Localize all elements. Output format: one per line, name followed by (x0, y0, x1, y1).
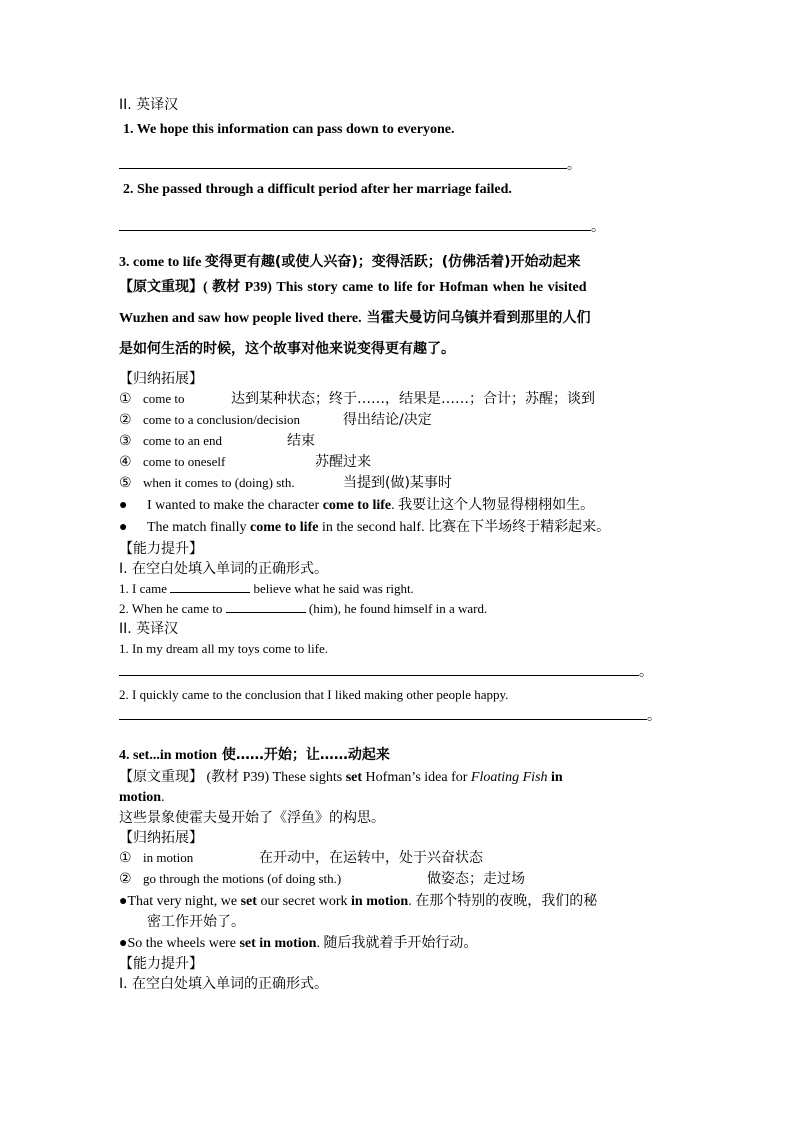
answer-line: 。 (119, 661, 679, 683)
source-translation: 是如何生活的时候，这个故事对他来说变得更有趣了。 (119, 341, 455, 357)
expand-item: ① come to 达到某种状态；终于……，结果是……；合计；苏醒；谈到 (119, 391, 595, 407)
expand-list (119, 848, 679, 890)
fill-heading: I. 在空白处填入单词的正确形式。 (119, 976, 329, 992)
example-sentence: ● The match finally come to life in the second half. 比赛在下半场终于精彩起来。 (119, 519, 611, 535)
answer-blank[interactable] (119, 705, 647, 720)
section-title: 4. set...in motion 使……开始；让……动起来 (119, 747, 390, 763)
translation-item: 1. In my dream all my toys come to life. (119, 641, 329, 656)
translation-item: 2. She passed through a difficult period after her marriage failed. (123, 182, 512, 197)
answer-blank[interactable] (119, 661, 639, 676)
fill-blank[interactable] (170, 580, 250, 593)
translation-heading: II. 英译汉 (119, 621, 179, 637)
answer-line: 。 (119, 154, 679, 176)
expand-list (119, 389, 679, 494)
answer-line: 。 (119, 705, 679, 727)
fill-item: 2. When he came to (him), he found himself in a ward. (119, 601, 488, 616)
fill-item: 1. I came believe what he said was right. (119, 581, 414, 596)
section-title: 3. come to life 变得更有趣(或使人兴奋)；变得活跃；(仿佛活着)开始动起来 (119, 254, 581, 270)
source-text: 【原文重现】 (教材 P39) These sights set Hofman’s idea for Floating Fish in (119, 769, 563, 785)
example-sentence: ● I wanted to make the character come to life. 我要让这个人物显得栩栩如生。 (119, 497, 595, 513)
translation-item: 2. I quickly came to the conclusion that I liked making other people happy. (119, 687, 509, 702)
source-translation: 这些景象使霍夫曼开始了《浮鱼》的构思。 (119, 810, 385, 826)
expand-item: ⑤ when it comes to (doing) sth. 当提到(做)某事时 (119, 475, 452, 491)
expand-item: ① in motion 在开动中，在运转中，处于兴奋状态 (119, 850, 483, 866)
fill-heading: I. 在空白处填入单词的正确形式。 (119, 561, 329, 577)
source-text: motion. (119, 790, 165, 805)
expand-label: 【归纳拓展】 (119, 371, 203, 387)
expand-item: ② come to a conclusion/decision 得出结论/决定 (119, 412, 432, 428)
section-heading: II. 英译汉 (119, 97, 179, 113)
expand-item: ② go through the motions (of doing sth.) 做姿态；走过场 (119, 871, 525, 887)
document-page (119, 92, 679, 994)
source-text: 【原文重现】( 教材 P39) This story came to life for Hofman when he visited (119, 279, 587, 295)
translation-item: 1. We hope this information can pass down to everyone. (123, 122, 455, 137)
example-translation: 密工作开始了。 (147, 914, 245, 930)
ability-label: 【能力提升】 (119, 541, 203, 557)
ability-label: 【能力提升】 (119, 956, 203, 972)
answer-blank[interactable] (119, 216, 591, 231)
answer-line: 。 (119, 216, 679, 238)
expand-item: ④ come to oneself 苏醒过来 (119, 454, 371, 470)
expand-item: ③ come to an end 结束 (119, 433, 315, 449)
expand-label: 【归纳拓展】 (119, 830, 203, 846)
answer-blank[interactable] (119, 154, 567, 169)
source-text: Wuzhen and saw how people lived there. 当霍夫曼访问乌镇并看到那里的人们 (119, 310, 591, 326)
example-sentence: ●So the wheels were set in motion. 随后我就着手开始行动。 (119, 935, 478, 951)
fill-blank[interactable] (226, 600, 306, 613)
example-sentence: ●That very night, we set our secret work in motion. 在那个特别的夜晚，我们的秘 (119, 893, 598, 909)
